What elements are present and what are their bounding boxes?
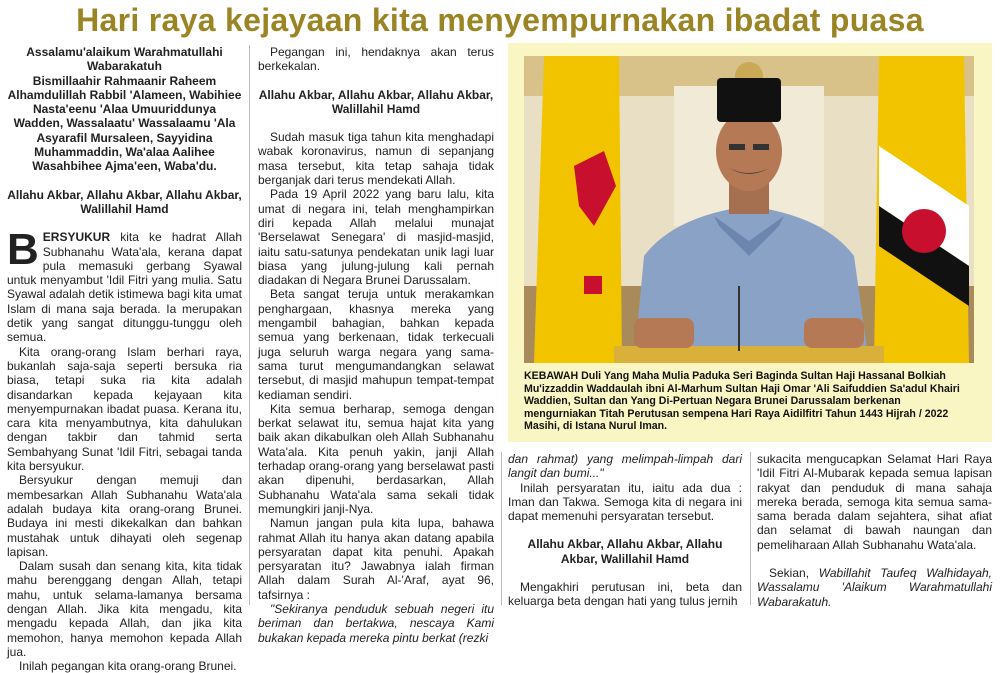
figure-face xyxy=(716,111,782,191)
photo-caption: KEBAWAH Duli Yang Maha Mulia Paduka Seri Baginda Sultan Haji Hassanal Bolkiah Mu'izzaddin Waddaulah ibni Al-Marhum Sultan Haji Omar 'Ali Saifuddien Sa'adul Khairi Waddien, Sultan dan Yang Di-Pertuan Negara Brunei Darussalam berkenan mengurniakan Titah Perutusan sempena Hari Raya Aidilfitri Tahun 1443 Hijrah / 2022 Masihi, di Istana Nurul Iman. xyxy=(524,370,960,432)
paragraph: Beta sangat teruja untuk merakamkan penghargaan, khasnya mereka yang mengambil bahagian, bahkan kepada semua yang berkenaan, tidak terkecuali juga seluruh warga negara yang sama-sama turut mengumandangkan selawat tersebut, di masjid mahupun tempat-tempat kediaman sendiri. xyxy=(258,287,494,402)
flag-left xyxy=(534,56,622,363)
photo-frame xyxy=(508,43,992,442)
column-divider xyxy=(501,452,502,605)
column-divider xyxy=(249,45,250,605)
article-column-4 xyxy=(757,452,992,609)
paragraph: Dalam susah dan senang kita, kita tidak mahu berenggang dengan Allah, tetapi mahu, untuk selama-lamanya bersama dengan Allah. Jika kita mengadu, kita mengadu kepada Allah, dan jika kita memohon, hanya memohon kepada Allah jua. xyxy=(7,559,242,659)
paragraph: Pegangan ini, hendaknya akan terus berkekalan. xyxy=(258,45,494,74)
takbir: Allahu Akbar, Allahu Akbar, Allahu Akbar, Walillahil Hamd xyxy=(527,537,723,566)
songkok-hat xyxy=(717,78,781,122)
drop-cap: B xyxy=(7,225,39,275)
paragraph: Pada 19 April 2022 yang baru lalu, kita umat di negara ini, telah menghampirkan diri kepada Allah melalui munajat 'Berselawat Senegara' di masjid-masjid, iaitu satu-satunya pendekatan unik lagi luar biasa yang julung-julung kali pernah diadakan di Negara Brunei Darussalam. xyxy=(258,187,494,288)
closing-text: Wabillahit Taufeq Walhidayah, Wassalamu 'Alaikum Warahmatullahi Wabarakatuh. xyxy=(757,566,993,609)
article-column-1 xyxy=(7,45,242,673)
article-column-2 xyxy=(258,45,494,645)
paragraph: Kita orang-orang Islam berhari raya, bukanlah saja-saja seperti bersuka ria biasa, tetapi suka ria kita adalah disandarkan kepada kejayaan kita menyempurnakan ibadat puasa. Kerana itu, cara kita menyambutnya, kita dahulukan dengan takbir dan tahmid serta Sembahyang Sunat 'Idil Fitri, sebagai tanda kita bersyukur. xyxy=(7,344,242,474)
opening-prayer: Bismillaahir Rahmaanir Raheem Alhamdulillah Rabbil 'Alameen, Wabihiee Nasta'eenu 'Alaa Umuuriddunya Wadden, Wassalaatu' Wassalaamu 'Ala Asyarafil Mursaleen, Sayyidina Muhammaddin, Wa'alaa Aalihee Wasahbihee Ajma'een, Waba'du. xyxy=(7,73,242,174)
paragraph: Inilah persyaratan itu, iaitu ada dua : Iman dan Takwa. Semoga kita di negara ini dapat memenuhi persyaratan tersebut. xyxy=(508,480,742,524)
paragraph: Namun jangan pula kita lupa, bahawa rahmat Allah itu hanya akan datang apabila persyaratan dapat kita penuhi. Apakah persyaratan itu? Jawabnya ialah firman Allah dalam Surah Al-'Araf, ayat 96, tafsirnya : xyxy=(258,516,494,602)
paragraph: Sudah masuk tiga tahun kita menghadapi wabak koronavirus, namun di sepanjang masa tersebut, kita tetap sahaja tidak berganjak dari terus mendekati Allah. xyxy=(258,130,494,188)
article-column-3 xyxy=(508,452,742,609)
sultan-photo xyxy=(524,56,974,363)
quote-paragraph: "Sekiranya penduduk sebuah negeri itu beriman dan bertakwa, nescaya Kami bukakan kepada mereka pintu berkat (rezki xyxy=(258,601,494,645)
column-divider xyxy=(750,452,751,605)
paragraph: Kita semua berharap, semoga dengan berkat selawat itu, semua hajat kita yang baik akan dikabulkan oleh Allah Subhanahu Wata'ala. Kita penuh yakin, janji Allah terhadap orang-orang yang berselawat pasti akan dipenuhi, berdasarkan, Allah Subhanahu Wata'ala sama sekali tidak memungkiri janji-Nya. xyxy=(258,401,494,516)
salutation: Assalamu'alaikum Warahmatullahi Wabarakatuh xyxy=(26,45,223,74)
paragraph: sukacita mengucapkan Selamat Hari Raya 'Idil Fitri Al-Mubarak kepada semua lapisan rakyat dan penduduk di mana sahaja mereka berada, semoga kita semua sama-sama berada dalam sejahtera, sihat afiat dan selamat di bawah naungan dan pemeliharaan Allah Subhanahu Wata'ala. xyxy=(757,452,992,552)
takbir: Allahu Akbar, Allahu Akbar, Allahu Akbar, Walillahil Hamd xyxy=(7,187,242,216)
lead-word: ERSYUKUR xyxy=(42,230,111,245)
paragraph: Mengakhiri perutusan ini, beta dan keluarga beta dengan hati yang tulus jernih xyxy=(508,580,742,609)
quote-paragraph: dan rahmat) yang melimpah-limpah dari langit dan bumi..." xyxy=(508,452,742,481)
headline: Hari raya kejayaan kita menyempurnakan ibadat puasa xyxy=(76,2,924,38)
closing-paragraph xyxy=(757,566,992,609)
paragraph xyxy=(7,225,242,345)
takbir: Allahu Akbar, Allahu Akbar, Allahu Akbar, Walillahil Hamd xyxy=(258,87,494,116)
closing-lead: Sekian, xyxy=(769,566,819,581)
paragraph: Inilah pegangan kita orang-orang Brunei. xyxy=(19,659,237,673)
paragraph: Bersyukur dengan memuji dan membesarkan Allah Subhanahu Wata'ala adalah budaya kita orang-orang Brunei. Budaya ini mesti dikekalkan dan bahkan mustahak untuk dihayati oleh segenap lapisan. xyxy=(7,473,242,559)
paragraph-text: kita ke hadrat Allah Subhanahu Wata'ala, kerana dapat pula memasuki gerbang Syawal untuk menyambut 'Idil Fitri yang mulia. Satu Syawal adalah detik istimewa bagi kita umat Islam di mana saja berada. Ia merupakan detik yang sangat ditunggu-tunggu oleh semua. xyxy=(7,230,242,345)
photo-illustration xyxy=(524,56,974,363)
